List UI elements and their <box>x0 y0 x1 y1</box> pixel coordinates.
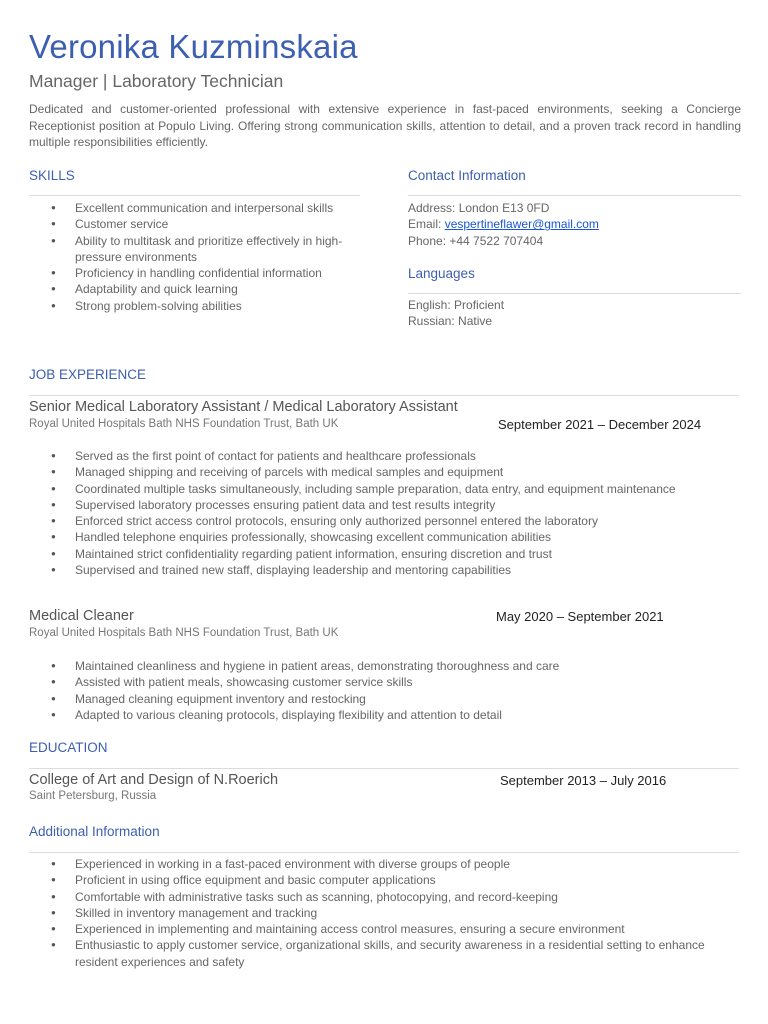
list-item: ● Handled telephone enquiries professionally, showcasing excellent communication abilities <box>29 529 741 545</box>
experience-divider <box>29 395 739 396</box>
list-item: ● Assisted with patient meals, showcasing customer service skills <box>29 674 741 690</box>
job-title: Senior Medical Laboratory Assistant / Medical Laboratory Assistant <box>29 399 458 415</box>
contact-email-row <box>408 216 599 232</box>
additional-list <box>29 856 741 970</box>
email-link[interactable]: vespertineflawer@gmail.com <box>444 217 599 232</box>
contact-email-label: Email: <box>408 217 445 232</box>
list-item: ● Excellent communication and interpersonal skills <box>29 200 360 216</box>
additional-heading: Additional Information <box>29 824 160 839</box>
list-item: ● Strong problem-solving abilities <box>29 298 360 314</box>
list-item: ● Managed shipping and receiving of parcels with medical samples and equipment <box>29 464 741 480</box>
list-item: ● Ability to multitask and prioritize effectively in high-pressure environments <box>29 233 360 266</box>
contact-heading: Contact Information <box>408 168 526 183</box>
list-item: ● Enforced strict access control protocols, ensuring only authorized personnel entered the laboratory <box>29 513 741 529</box>
list-item: ● Maintained cleanliness and hygiene in patient areas, demonstrating thoroughness and care <box>29 658 741 674</box>
list-item: ● Supervised laboratory processes ensuring patient data and test results integrity <box>29 497 741 513</box>
school-name: College of Art and Design of N.Roerich <box>29 772 279 788</box>
contact-details <box>408 200 599 249</box>
language-item: English: Proficient <box>408 298 505 312</box>
list-item: ● Experienced in working in a fast-paced environment with diverse groups of people <box>29 856 741 872</box>
languages-list <box>408 297 504 330</box>
languages-heading: Languages <box>408 266 475 281</box>
contact-phone: Phone: +44 7522 707404 <box>408 233 544 248</box>
list-item: ● Enthusiastic to apply customer service, organizational skills, and security awareness in a residential setting to enhance resident experiences and safety <box>29 937 741 970</box>
list-item: ● Proficient in using office equipment and basic computer applications <box>29 872 741 888</box>
list-item: ● Proficiency in handling confidential information <box>29 265 360 281</box>
job-dates: September 2021 – December 2024 <box>498 417 702 432</box>
candidate-subtitle: Manager | Laboratory Technician <box>29 71 284 91</box>
skills-list <box>29 200 360 314</box>
job-dates: May 2020 – September 2021 <box>496 609 664 624</box>
list-item: ● Coordinated multiple tasks simultaneously, including sample preparation, data entry, and equipment maintenance <box>29 481 741 497</box>
languages-divider <box>408 293 741 294</box>
list-item: ● Supervised and trained new staff, displaying leadership and mentoring capabilities <box>29 562 741 578</box>
job-title: Medical Cleaner <box>29 608 134 624</box>
education-dates: September 2013 – July 2016 <box>500 773 667 788</box>
school-location: Saint Petersburg, Russia <box>29 790 157 802</box>
list-item: ● Maintained strict confidentiality regarding patient information, ensuring discretion and trust <box>29 546 741 562</box>
candidate-name: Veronika Kuzminskaia <box>29 28 358 65</box>
contact-divider <box>408 195 741 196</box>
education-divider <box>29 768 739 769</box>
additional-divider <box>29 852 739 853</box>
education-heading: EDUCATION <box>29 740 108 755</box>
job-organization: Royal United Hospitals Bath NHS Foundation Trust, Bath UK <box>29 627 339 639</box>
list-item: ● Comfortable with administrative tasks such as scanning, photocopying, and record-keeping <box>29 889 741 905</box>
list-item: ● Skilled in inventory management and tracking <box>29 905 741 921</box>
list-item: ● Adaptability and quick learning <box>29 281 360 297</box>
job-duties-list <box>29 658 741 723</box>
job-duties-list <box>29 448 741 578</box>
experience-heading: JOB EXPERIENCE <box>29 367 147 382</box>
skills-divider <box>29 195 360 196</box>
list-item: ● Adapted to various cleaning protocols, displaying flexibility and attention to detail <box>29 707 741 723</box>
contact-address: Address: London E13 0FD <box>408 201 550 215</box>
profile-summary: Dedicated and customer-oriented professional with extensive experience in fast-paced environments, seeking a Concierge Receptionist position at Populo Living. Offering strong communication skills, attention to detail, and a proven track record in handling multiple responsibilities efficiently. <box>29 102 741 149</box>
job-organization: Royal United Hospitals Bath NHS Foundation Trust, Bath UK <box>29 418 339 430</box>
list-item: ● Experienced in implementing and maintaining access control measures, ensuring a secure environment <box>29 921 741 937</box>
list-item: ● Customer service <box>29 216 360 232</box>
list-item: ● Served as the first point of contact for patients and healthcare professionals <box>29 448 741 464</box>
language-item: Russian: Native <box>408 314 493 329</box>
skills-heading: SKILLS <box>29 168 75 183</box>
list-item: ● Managed cleaning equipment inventory and restocking <box>29 691 741 707</box>
